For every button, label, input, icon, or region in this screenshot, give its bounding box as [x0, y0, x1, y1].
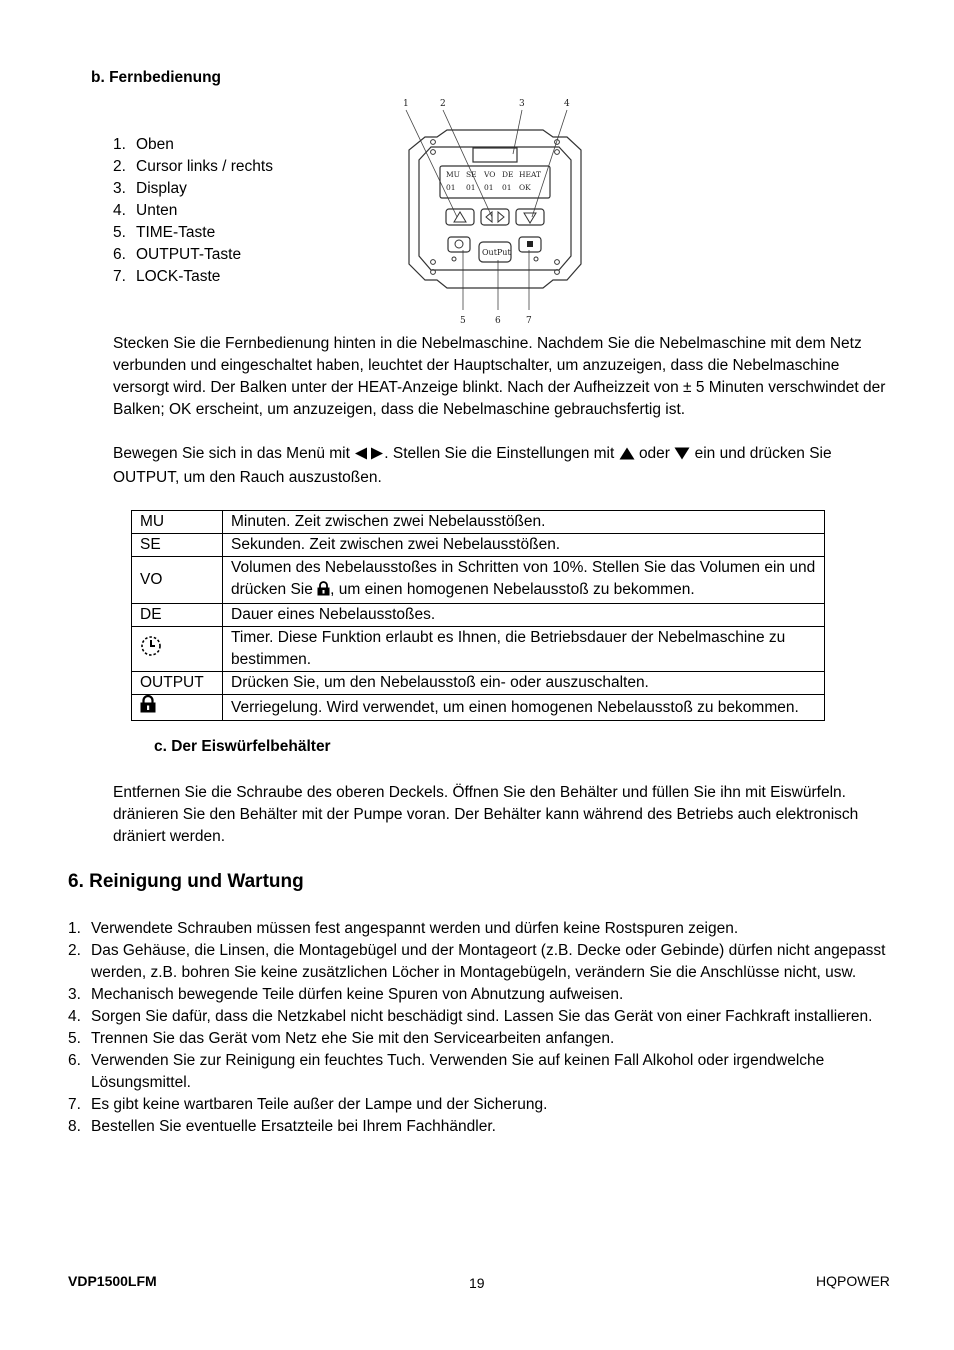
table-cell-key: MU — [132, 511, 223, 534]
lock-icon — [140, 695, 156, 720]
display-value: 01 — [446, 183, 456, 192]
footer-page-number: 19 — [469, 1275, 485, 1291]
left-right-arrow-icon — [354, 445, 384, 467]
list-item: 8. Bestellen Sie eventuelle Ersatzteile bei Ihrem Fachhändler. — [68, 1118, 496, 1135]
maintenance-list — [68, 918, 888, 1138]
display-value: OK — [519, 183, 531, 192]
footer-model: VDP1500LFM — [68, 1273, 157, 1289]
display-value: 01 — [484, 183, 494, 192]
table-cell-key — [132, 695, 223, 721]
display-value: 01 — [502, 183, 512, 192]
list-item: 5. TIME-Taste — [113, 224, 216, 241]
ice-container-paragraph: Entfernen Sie die Schraube des oberen Deckels. Öffnen Sie den Behälter und füllen Sie ihn mit Eiswürfeln. dränieren Sie den Behälter mit der Pumpe voran. Der Behälter kann während des Betriebs auch elektronisch dräniert werden. — [113, 784, 859, 845]
list-item: 4. Sorgen Sie dafür, dass die Netzkabel nicht beschädigt sind. Lassen Sie das Gerät von einer Fachkraft installieren. — [68, 1008, 873, 1025]
table-cell-desc: Minuten. Zeit zwischen zwei Nebelausstößen. — [223, 511, 825, 534]
table-cell-desc: Drücken Sie, um den Nebelausstoß ein- oder auszuschalten. — [223, 672, 825, 695]
up-arrow-icon — [619, 445, 635, 467]
list-item: 7. LOCK-Taste — [113, 268, 221, 285]
list-item: 2. Cursor links / rechts — [113, 158, 273, 175]
table-cell-desc: Dauer eines Nebelausstoßes. — [223, 604, 825, 627]
table-cell-desc: Verriegelung. Wird verwendet, um einen homogenen Nebelausstoß zu bekommen. — [223, 695, 825, 721]
timer-icon — [140, 635, 162, 664]
list-item: 2. Das Gehäuse, die Linsen, die Montagebügel und der Montageort (z.B. Decke oder Gebinde) dürfen nicht angepasst werden, z.B. bohren Sie keine zusätzlichen Löcher in Montagebügeln, verändern Sie die Anschlüsse nicht, usw. — [68, 942, 886, 981]
list-item: 6. OUTPUT-Taste — [113, 246, 242, 263]
display-label-se: SE — [466, 170, 477, 179]
footer-brand: HQPOWER — [816, 1273, 890, 1289]
list-item: 3. Display — [113, 180, 187, 197]
table-cell-key: SE — [132, 534, 223, 557]
callout-2: 2 — [440, 99, 446, 109]
list-item: 7. Es gibt keine wartbaren Teile außer der Lampe und der Sicherung. — [68, 1096, 548, 1113]
menu-paragraph: Bewegen Sie sich in das Menü mit . Stellen Sie die Einstellungen mit oder ein und drücken Sie OUTPUT, um den Rauch auszustoßen. — [113, 445, 832, 486]
list-item: 5. Trennen Sie das Gerät vom Netz ehe Sie mit den Servicearbeiten anfangen. — [68, 1030, 615, 1047]
table-row — [132, 695, 825, 721]
table-row — [132, 627, 825, 672]
table-row — [132, 672, 825, 695]
list-item: 4. Unten — [113, 202, 178, 219]
callout-6: 6 — [495, 316, 501, 326]
section-b-heading: b. Fernbedienung — [91, 69, 222, 86]
table-row — [132, 534, 825, 557]
table-row — [132, 557, 825, 604]
down-arrow-icon — [674, 445, 690, 467]
callout-3: 3 — [519, 99, 525, 109]
table-cell-key — [132, 627, 223, 672]
callout-1: 1 — [403, 99, 409, 109]
callout-4: 4 — [564, 99, 570, 109]
callout-5: 5 — [460, 316, 466, 326]
callout-7: 7 — [526, 316, 532, 326]
lock-icon — [317, 581, 330, 603]
table-cell-desc: Timer. Diese Funktion erlaubt es Ihnen, die Betriebsdauer der Nebelmaschine zu bestimmen. — [223, 627, 825, 672]
display-label-mu: MU — [446, 170, 461, 179]
table-cell-desc: Sekunden. Zeit zwischen zwei Nebelausstößen. — [223, 534, 825, 557]
section-c-heading: c. Der Eiswürfelbehälter — [154, 738, 331, 755]
remote-parts-list — [113, 134, 373, 288]
list-item: 3. Mechanisch bewegende Teile dürfen keine Spuren von Abnutzung aufweisen. — [68, 986, 624, 1003]
display-label-heat: HEAT — [519, 170, 542, 179]
parameter-table — [131, 510, 825, 721]
table-cell-key: OUTPUT — [132, 672, 223, 695]
list-item: 6. Verwenden Sie zur Reinigung ein feuchtes Tuch. Verwenden Sie auf keinen Fall Alkohol oder irgendwelche Lösungsmittel. — [68, 1052, 825, 1091]
display-label-vo: VO — [484, 170, 496, 179]
table-row — [132, 604, 825, 627]
section-6-heading: 6. Reinigung und Wartung — [68, 871, 304, 892]
display-label-de: DE — [502, 170, 514, 179]
table-cell-key: DE — [132, 604, 223, 627]
remote-control-diagram — [395, 92, 595, 332]
list-item: 1. Verwendete Schrauben müssen fest angespannt werden und dürfen keine Rostspuren zeigen. — [68, 920, 739, 937]
list-item: 1. Oben — [113, 136, 174, 153]
table-row — [132, 511, 825, 534]
display-value: 01 — [466, 183, 476, 192]
output-button-label: OutPut — [482, 248, 511, 257]
table-cell-key: VO — [132, 557, 223, 604]
table-cell-desc: Volumen des Nebelausstoßes in Schritten von 10%. Stellen Sie das Volumen ein und drücken Sie , um einen homogenen Nebelausstoß zu bekommen. — [223, 557, 825, 604]
intro-paragraph: Stecken Sie die Fernbedienung hinten in die Nebelmaschine. Nachdem Sie die Nebelmaschine mit dem Netz verbunden und eingeschaltet haben, leuchtet der Hauptschalter, um anzuzeigen, dass die Nebelmaschine versorgt wird. Der Balken unter der HEAT-Anzeige blinkt. Nach der Aufheizzeit von ± 5 Minuten verschwindet der Balken; OK erscheint, um anzuzeigen, dass die Nebelmaschine gebrauchsfertig ist. — [113, 335, 886, 418]
